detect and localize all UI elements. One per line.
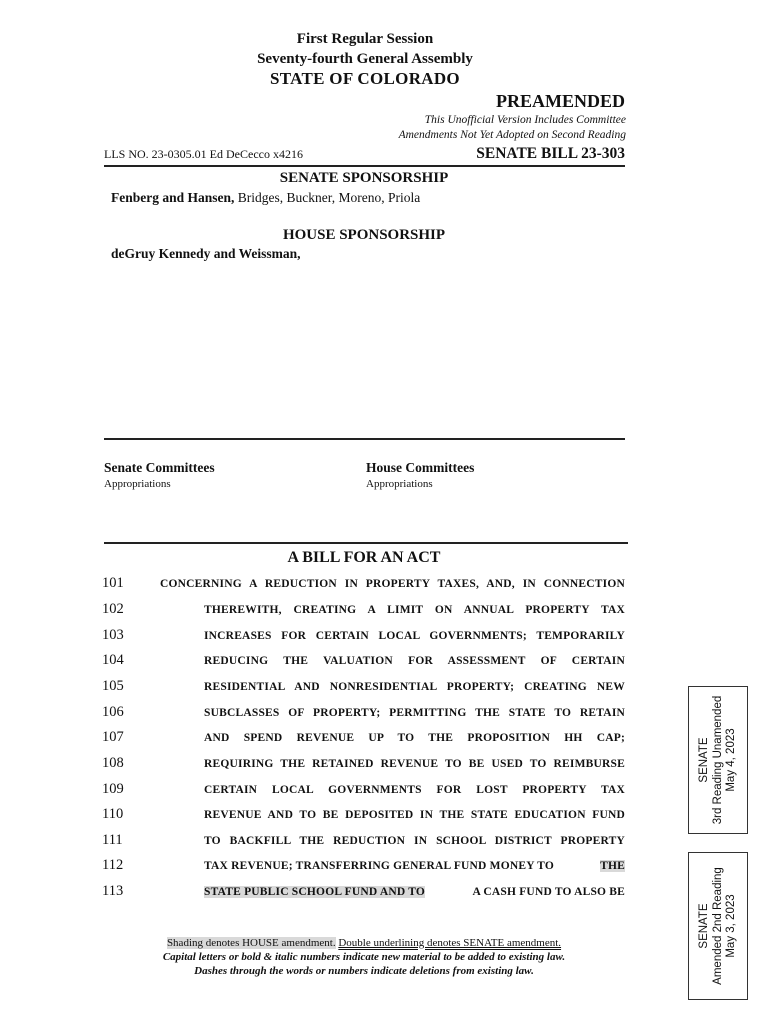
shading-note: Shading denotes HOUSE amendment. <box>166 937 336 949</box>
bill-text-line: REQUIRING THE RETAINED REVENUE TO BE USED TO REIMBURSE <box>204 758 625 770</box>
stamp-date: May 3, 2023 <box>724 894 737 958</box>
senate-second-reading-stamp <box>688 852 748 1000</box>
bill-text-line: INCREASES FOR CERTAIN LOCAL GOVERNMENTS; TEMPORARILY <box>204 630 625 642</box>
legend-line-1 <box>104 936 624 950</box>
header-divider <box>104 165 625 167</box>
stamp-action: Amended 2nd Reading <box>711 867 724 985</box>
bill-text-line: CERTAIN LOCAL GOVERNMENTS FOR LOST PROPERTY TAX <box>204 784 625 796</box>
line-number: 106 <box>102 704 124 720</box>
lls-number: LLS NO. 23-0305.01 Ed DeCecco x4216 <box>104 147 303 161</box>
line-number: 105 <box>102 678 124 694</box>
line-number: 102 <box>102 601 124 617</box>
preamended-label: PREAMENDED <box>496 91 625 111</box>
line-number: 111 <box>102 832 123 848</box>
assembly-title: Seventy-fourth General Assembly <box>257 51 473 67</box>
senate-sponsors <box>111 190 420 206</box>
bill-text-segment: A CASH FUND TO ALSO BE <box>472 886 625 898</box>
amendment-legend <box>104 936 624 978</box>
stamp-chamber: SENATE <box>697 737 710 783</box>
bill-number: SENATE BILL 23-303 <box>476 145 625 162</box>
bill-text-line: REVENUE AND TO BE DEPOSITED IN THE STATE EDUCATION FUND <box>204 809 625 821</box>
unofficial-note-line2: Amendments Not Yet Adopted on Second Reading <box>398 129 626 141</box>
house-primary-sponsors: deGruy Kennedy and Weissman, <box>111 246 301 261</box>
sponsorship-divider <box>104 438 625 440</box>
house-sponsors <box>111 246 301 262</box>
session-title: First Regular Session <box>296 31 434 47</box>
bill-text-line: RESIDENTIAL AND NONRESIDENTIAL PROPERTY; CREATING NEW <box>204 681 625 693</box>
line-number: 112 <box>102 857 124 873</box>
bill-text-line: CONCERNING A REDUCTION IN PROPERTY TAXES, AND, IN CONNECTION <box>160 578 625 590</box>
stamp-action: 3rd Reading Unamended <box>711 695 724 825</box>
senate-third-reading-stamp <box>688 686 748 834</box>
unofficial-note <box>399 113 626 143</box>
bill-text-line <box>204 860 625 872</box>
line-number: 110 <box>102 806 124 822</box>
line-number: 108 <box>102 755 124 771</box>
house-committees-value: Appropriations <box>366 478 433 490</box>
line-number: 107 <box>102 729 124 745</box>
senate-sponsorship-heading: SENATE SPONSORSHIP <box>279 170 449 186</box>
unofficial-note-line1: This Unofficial Version Includes Committee <box>424 114 626 126</box>
bill-text-line: SUBCLASSES OF PROPERTY; PERMITTING THE STATE TO RETAIN <box>204 707 625 719</box>
line-number: 109 <box>102 781 124 797</box>
dashes-note: Dashes through the words or numbers indicate deletions from existing law. <box>194 965 534 977</box>
senate-cosponsors: Bridges, Buckner, Moreno, Priola <box>237 190 421 205</box>
bill-text-line: THEREWITH, CREATING A LIMIT ON ANNUAL PROPERTY TAX <box>204 604 625 616</box>
senate-primary-sponsors: Fenberg and Hansen, <box>111 190 235 205</box>
bill-text-segment: TAX REVENUE; TRANSFERRING GENERAL FUND MONEY TO <box>204 860 554 872</box>
line-number: 101 <box>102 575 124 591</box>
senate-committees-value: Appropriations <box>104 478 171 490</box>
bill-text-line: TO BACKFILL THE REDUCTION IN SCHOOL DISTRICT PROPERTY <box>204 835 625 847</box>
line-number: 104 <box>102 652 124 668</box>
senate-committees-heading: Senate Committees <box>104 460 215 475</box>
stamp-chamber: SENATE <box>697 903 710 949</box>
bill-text-line: REDUCING THE VALUATION FOR ASSESSMENT OF CERTAIN <box>204 655 625 667</box>
house-amendment-shading: STATE PUBLIC SCHOOL FUND AND TO <box>204 886 426 898</box>
house-sponsorship-heading: HOUSE SPONSORSHIP <box>282 227 446 243</box>
line-number: 103 <box>102 627 124 643</box>
stamp-date: May 4, 2023 <box>724 728 737 792</box>
state-title: STATE OF COLORADO <box>270 69 460 88</box>
house-amendment-shading: THE <box>600 860 625 872</box>
line-number: 113 <box>102 883 124 899</box>
underline-note: Double underlining denotes SENATE amendment. <box>338 937 562 949</box>
capital-letters-note: Capital letters or bold & italic numbers indicate new material to be added to existing law. <box>162 951 566 963</box>
bill-text-line <box>204 886 625 898</box>
committees-divider <box>104 542 628 544</box>
house-committees-heading: House Committees <box>366 460 475 475</box>
bill-title: A BILL FOR AN ACT <box>287 549 441 566</box>
bill-text-line: AND SPEND REVENUE UP TO THE PROPOSITION HH CAP; <box>204 732 625 744</box>
